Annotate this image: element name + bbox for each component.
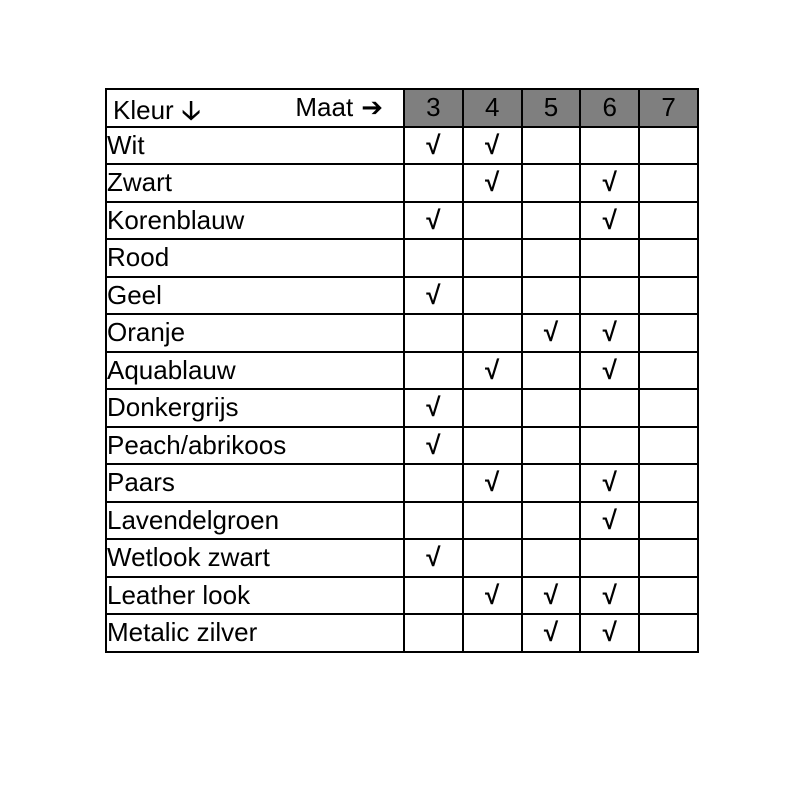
size-label-text: Maat	[295, 92, 354, 122]
color-column-label	[113, 92, 200, 136]
color-name-cell: Donkergrijs	[106, 389, 404, 427]
empty-cell	[639, 314, 698, 352]
empty-cell	[404, 314, 463, 352]
table-row	[106, 539, 698, 577]
table-row	[106, 614, 698, 652]
empty-cell	[639, 427, 698, 465]
arrow-right-icon: ➔	[361, 92, 383, 122]
table-row	[106, 352, 698, 390]
empty-cell	[404, 577, 463, 615]
empty-cell	[522, 502, 581, 540]
empty-cell	[580, 427, 639, 465]
empty-cell	[580, 389, 639, 427]
table-row	[106, 202, 698, 240]
check-mark-cell: √	[580, 352, 639, 390]
empty-cell	[522, 202, 581, 240]
arrow-down-icon: 🡣	[181, 95, 201, 125]
check-mark-cell: √	[580, 502, 639, 540]
empty-cell	[463, 502, 522, 540]
empty-cell	[404, 164, 463, 202]
check-mark-cell: √	[580, 614, 639, 652]
table-row	[106, 277, 698, 315]
size-header-7: 7	[639, 89, 698, 127]
color-name-cell: Leather look	[106, 577, 404, 615]
empty-cell	[580, 239, 639, 277]
check-mark-cell: √	[404, 389, 463, 427]
size-header-3: 3	[404, 89, 463, 127]
header-label-cell	[106, 89, 404, 127]
empty-cell	[463, 539, 522, 577]
check-mark-cell: √	[404, 277, 463, 315]
check-mark-cell: √	[404, 127, 463, 165]
color-name-cell: Zwart	[106, 164, 404, 202]
empty-cell	[463, 314, 522, 352]
empty-cell	[463, 277, 522, 315]
empty-cell	[522, 539, 581, 577]
check-mark-cell: √	[404, 202, 463, 240]
empty-cell	[639, 239, 698, 277]
size-header-6: 6	[580, 89, 639, 127]
empty-cell	[463, 614, 522, 652]
check-mark-cell: √	[463, 127, 522, 165]
color-name-cell: Paars	[106, 464, 404, 502]
empty-cell	[522, 464, 581, 502]
empty-cell	[639, 127, 698, 165]
color-name-cell: Wit	[106, 127, 404, 165]
size-header-5: 5	[522, 89, 581, 127]
empty-cell	[522, 164, 581, 202]
color-name-cell: Peach/abrikoos	[106, 427, 404, 465]
color-name-cell: Korenblauw	[106, 202, 404, 240]
table-row	[106, 239, 698, 277]
empty-cell	[639, 577, 698, 615]
check-mark-cell: √	[580, 164, 639, 202]
check-mark-cell: √	[580, 577, 639, 615]
table-row	[106, 577, 698, 615]
check-mark-cell: √	[580, 464, 639, 502]
color-name-cell: Oranje	[106, 314, 404, 352]
color-name-cell: Metalic zilver	[106, 614, 404, 652]
empty-cell	[463, 389, 522, 427]
empty-cell	[522, 127, 581, 165]
check-mark-cell: √	[463, 577, 522, 615]
color-label-text: Kleur	[113, 95, 174, 125]
empty-cell	[404, 502, 463, 540]
check-mark-cell: √	[580, 202, 639, 240]
check-mark-cell: √	[522, 577, 581, 615]
check-mark-cell: √	[522, 314, 581, 352]
size-header-4: 4	[463, 89, 522, 127]
empty-cell	[639, 464, 698, 502]
empty-cell	[522, 389, 581, 427]
empty-cell	[639, 202, 698, 240]
empty-cell	[639, 502, 698, 540]
empty-cell	[522, 239, 581, 277]
empty-cell	[639, 277, 698, 315]
empty-cell	[580, 277, 639, 315]
check-mark-cell: √	[463, 164, 522, 202]
empty-cell	[639, 352, 698, 390]
empty-cell	[404, 239, 463, 277]
empty-cell	[463, 427, 522, 465]
empty-cell	[463, 239, 522, 277]
table-row	[106, 164, 698, 202]
color-name-cell: Geel	[106, 277, 404, 315]
empty-cell	[522, 352, 581, 390]
check-mark-cell: √	[404, 539, 463, 577]
empty-cell	[463, 202, 522, 240]
empty-cell	[404, 464, 463, 502]
empty-cell	[639, 164, 698, 202]
header-row	[106, 89, 698, 127]
empty-cell	[580, 539, 639, 577]
size-row-label	[295, 92, 383, 123]
check-mark-cell: √	[580, 314, 639, 352]
empty-cell	[639, 539, 698, 577]
color-name-cell: Wetlook zwart	[106, 539, 404, 577]
table-row	[106, 314, 698, 352]
table-row	[106, 464, 698, 502]
table-row	[106, 502, 698, 540]
check-mark-cell: √	[463, 352, 522, 390]
color-name-cell: Aquablauw	[106, 352, 404, 390]
empty-cell	[404, 352, 463, 390]
color-name-cell: Lavendelgroen	[106, 502, 404, 540]
color-name-cell: Rood	[106, 239, 404, 277]
empty-cell	[639, 389, 698, 427]
empty-cell	[404, 614, 463, 652]
empty-cell	[522, 277, 581, 315]
empty-cell	[580, 127, 639, 165]
check-mark-cell: √	[522, 614, 581, 652]
check-mark-cell: √	[463, 464, 522, 502]
empty-cell	[522, 427, 581, 465]
check-mark-cell: √	[404, 427, 463, 465]
table-row	[106, 427, 698, 465]
empty-cell	[639, 614, 698, 652]
table-row	[106, 389, 698, 427]
size-color-table	[105, 88, 699, 653]
